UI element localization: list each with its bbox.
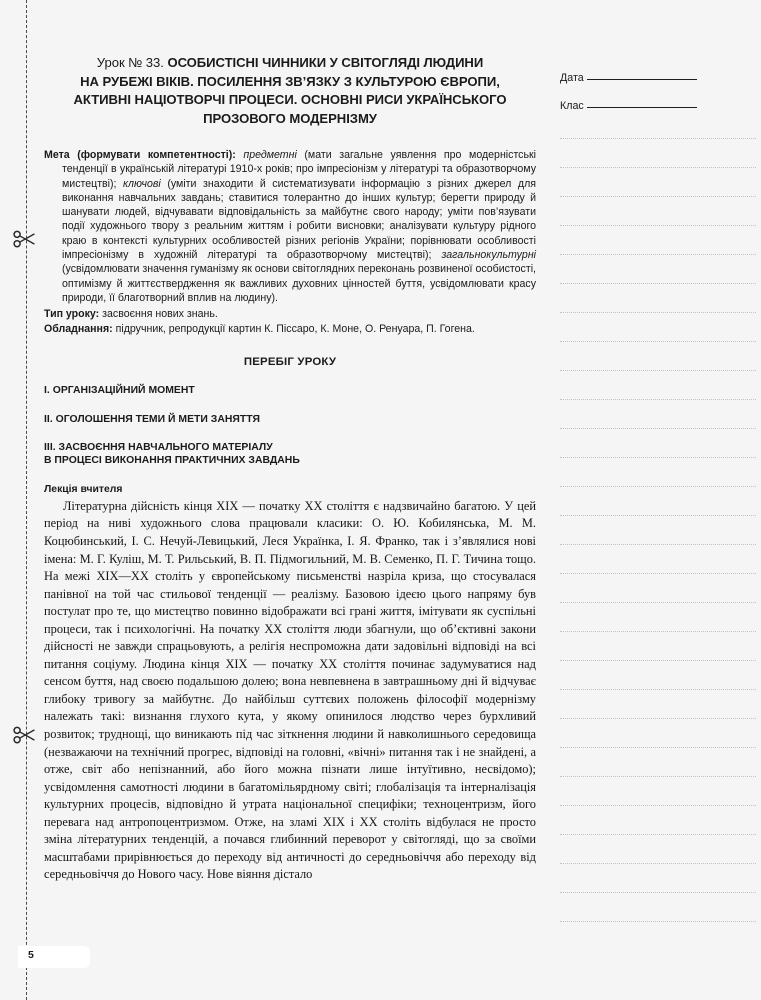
note-rule-line[interactable] xyxy=(560,689,756,690)
lesson-type-value: засвоєння нових знань. xyxy=(102,308,218,321)
aim-paragraph xyxy=(44,148,536,305)
note-rule-line[interactable] xyxy=(560,921,756,922)
class-label: Клас xyxy=(560,100,584,112)
note-rule-line[interactable] xyxy=(560,544,756,545)
class-field[interactable] xyxy=(560,100,697,112)
note-rule-line[interactable] xyxy=(560,834,756,835)
aim-general-text: (усвідомлювати значення гуманізму як основи світоглядних переконань розвиненої особистості, оптимізму й життєствердження як важливих духовних цінностей буття, усвідомлювати красу природи, її благотворний вплив на людину). xyxy=(62,263,536,304)
note-rule-line[interactable] xyxy=(560,486,756,487)
date-field[interactable] xyxy=(560,72,697,84)
note-rule-line[interactable] xyxy=(560,718,756,719)
note-rule-line[interactable] xyxy=(560,602,756,603)
page-number: 5 xyxy=(28,949,34,961)
lesson-type-label: Тип уроку: xyxy=(44,308,100,321)
aim-key-text: (уміти знаходити й систематизувати інформацію з різних джерел для виконання навчальних завдань; ставитися толерантно до інших культур; берегти природу й шанувати людей, відчувавати відповідальність за майбутнє свого народу; уміти пов’язувати події художнього твору з реальним життям і робити висновки; аналізувати культуру рідного краю в контексті культурних особливостей різних регіонів України; порівнювати особливості імпресіонізму в художній літературі та образотворчому мистецтві); xyxy=(62,177,536,262)
lecture-heading: Лекція вчителя xyxy=(44,483,123,495)
note-rule-line[interactable] xyxy=(560,370,756,371)
lesson-title-line-2: НА РУБЕЖІ ВІКІВ. ПОСИЛЕННЯ ЗВ’ЯЗКУ З КУЛЬТУРОЮ ЄВРОПИ, xyxy=(80,73,500,89)
class-input-rule[interactable] xyxy=(587,107,697,108)
page-title xyxy=(44,54,536,128)
note-rule-line[interactable] xyxy=(560,515,756,516)
scissors-icon xyxy=(11,224,41,254)
stage-heading-i: I. ОРГАНІЗАЦІЙНИЙ МОМЕНТ xyxy=(44,385,195,397)
note-rule-line[interactable] xyxy=(560,747,756,748)
aim-block xyxy=(44,148,536,305)
lesson-title-line-3: АКТИВНІ НАЦІОТВОРЧІ ПРОЦЕСИ. ОСНОВНІ РИСИ УКРАЇНСЬКОГО xyxy=(73,92,507,107)
margin-notes-area xyxy=(548,0,761,1000)
note-rule-line[interactable] xyxy=(560,196,756,197)
page-footer xyxy=(0,946,120,972)
date-label: Дата xyxy=(560,72,584,84)
aim-subject-text: (мати загальне уявлення про модерністські тенденції в українській літературі 1910-х років; про імпресіонізм у літературі та образотворчому мистецтві); xyxy=(62,149,536,190)
equipment-value: підручник, репродукції картин К. Піссаро, К. Моне, О. Ренуара, П. Гогена. xyxy=(115,323,475,336)
lesson-content xyxy=(44,54,536,884)
note-rule-line[interactable] xyxy=(560,167,756,168)
note-rule-line[interactable] xyxy=(560,225,756,226)
stage-heading-iii-line-2: В ПРОЦЕСІ ВИКОНАННЯ ПРАКТИЧНИХ ЗАВДАНЬ xyxy=(44,455,300,467)
note-rule-line[interactable] xyxy=(560,457,756,458)
lesson-title-line-1: ОСОБИСТІСНІ ЧИННИКИ У СВІТОГЛЯДІ ЛЮДИНИ xyxy=(167,55,484,70)
aim-subject-label: предметні xyxy=(243,149,297,161)
note-rule-line[interactable] xyxy=(560,254,756,255)
stage-heading-iii-line-1: III. ЗАСВОЄННЯ НАВЧАЛЬНОГО МАТЕРІАЛУ xyxy=(44,442,273,454)
aim-key-label: ключові xyxy=(123,177,161,190)
note-rule-line[interactable] xyxy=(560,573,756,574)
equipment-line xyxy=(44,322,536,337)
cut-dashed-line xyxy=(26,0,27,1000)
lesson-number: Урок № 33. xyxy=(96,55,164,70)
date-input-rule[interactable] xyxy=(587,79,697,80)
note-rule-line[interactable] xyxy=(560,399,756,400)
note-rule-line[interactable] xyxy=(560,863,756,864)
stage-heading-iii xyxy=(44,441,536,468)
aim-general-label: загальнокультурні xyxy=(441,249,536,262)
note-rule-line[interactable] xyxy=(560,776,756,777)
note-rule-line[interactable] xyxy=(560,138,756,139)
course-heading: ПЕРЕБІГ УРОКУ xyxy=(243,356,337,369)
lesson-type-line xyxy=(44,307,536,322)
aim-label: Мета (формувати компетентності): xyxy=(44,149,236,161)
note-rule-line[interactable] xyxy=(560,341,756,342)
note-rule-line[interactable] xyxy=(560,892,756,893)
scissors-icon xyxy=(11,720,41,750)
note-rule-line[interactable] xyxy=(560,428,756,429)
equipment-label: Обладнання: xyxy=(44,323,113,336)
note-rule-line[interactable] xyxy=(560,312,756,313)
note-rule-line[interactable] xyxy=(560,283,756,284)
lesson-title-line-4: ПРОЗОВОГО МОДЕРНІЗМУ xyxy=(203,110,377,126)
note-rule-line[interactable] xyxy=(560,660,756,661)
stage-heading-ii: II. ОГОЛОШЕННЯ ТЕМИ Й МЕТИ ЗАНЯТТЯ xyxy=(44,413,260,425)
lecture-paragraph: Літературна дійсність кінця XIX — початку XX століття є надзвичайно багатою. У цей період на ниві художнього слова працювали класики: О. Ю. Кобилянська, М. М. Коцюбинський, І. С. Нечуй-Левицький, Леся Українка, І. Я. Франко, так і з’являлися нові імена: М. Г. Куліш, М. Т. Рильський, В. П. Підмогильний, М. В. Семенко, П. Г. Тичина тощо. На межі XIX—XX століть у європейському письменстві назріла криза, що стосувалася панівної на той час стильової тенденції — реалізму. Базовою ідеєю цього напряму був постулат про те, що мистецтво повинно відображати всі грані життя, імітувати як суспільні процеси, так і психологічні. На початку XX століття люди збагнули, що об’єктивні закони дійсності не завжди спрацьовують, а релігія неспроможна дати задовільні відповіді на всі питання соціуму. Людина кінця XIX — початку XX століття починає задумуватися над сенсом буття, над своєю подальшою долею; вона невпевнена в завтрашньому дні й відчуває глибоку тривогу за майбутнє. До найбільш суттєвих положень філософії модернізму належать такі: визнання глухого кута, у якому опинилося людство через бурхливий розвиток; труднощі, що виникають під час зіткнення людини й навколишнього середовища (незважаючи на технічний прогрес, відповіді на головні, «вічні» питання так і не знайдені, а отже, світ або непізнанний, або його можна пізнати лише інтуїтивно, несвідомо); усвідомлення самотності людини в багатомільярдному світі; глобалізація та інтерналізація культурних процесів, відповідно й утрата національної специфіки; техноцентризм, його перевага над антропоцентризмом. Отже, на зламі XIX і XX століть відбулася не просто зміна літературних тенденцій, а почався глибинний переворот у світогляді, що за своїми масштабами прирівнюється до переходу від античності до середньовіччя або переходу від середньовіччя до Нового часу. Нове віяння дістало xyxy=(44,498,536,882)
note-rule-line[interactable] xyxy=(560,631,756,632)
note-rule-line[interactable] xyxy=(560,805,756,806)
